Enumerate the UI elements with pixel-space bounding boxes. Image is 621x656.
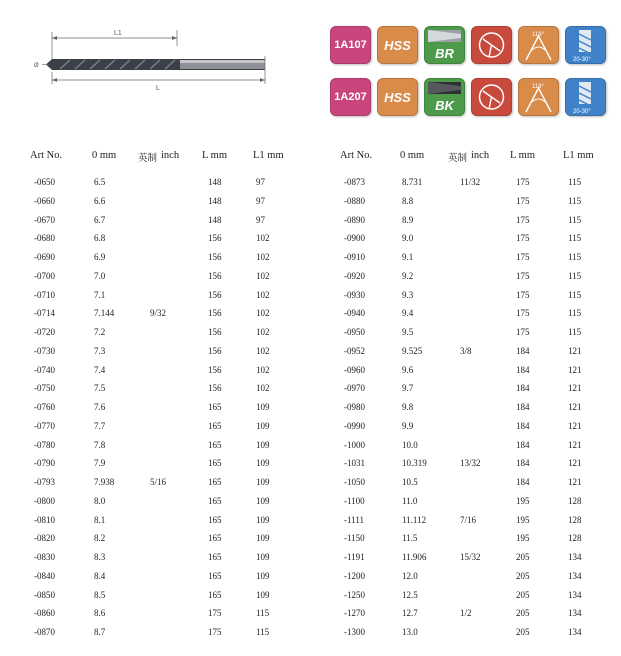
cell-diameter: 8.0 [94, 495, 106, 506]
cell-diameter: 9.5 [402, 327, 414, 337]
cell-l1: 97 [256, 214, 265, 225]
cell-l: 156 [208, 233, 222, 244]
cell-inch: 13/32 [460, 458, 481, 469]
cell-l: 175 [516, 327, 530, 337]
cell-art-no: -0780 [34, 439, 55, 450]
cell-l: 165 [208, 477, 222, 487]
point-angle-label: 118° [532, 32, 544, 38]
point-geometry-icon [471, 26, 512, 64]
cell-diameter: 6.8 [94, 233, 106, 244]
cell-l: 156 [208, 383, 222, 394]
grade-badge-1: 1A107 [330, 26, 371, 64]
cell-l1: 102 [256, 364, 270, 375]
cell-art-no: -0720 [34, 327, 55, 337]
cell-diameter: 11.906 [402, 552, 427, 562]
point-angle-badge-2 [518, 78, 559, 116]
cell-art-no: -0660 [34, 195, 55, 206]
cell-l: 156 [208, 327, 222, 337]
header-l: L mm [510, 150, 535, 161]
cell-l1: 115 [256, 608, 270, 619]
cell-art-no: -0873 [344, 177, 365, 187]
cell-diameter: 9.0 [402, 233, 414, 244]
cell-art-no: -1111 [344, 514, 364, 525]
header-l1: L1 mm [253, 150, 284, 161]
header-diameter: 0 mm [400, 150, 425, 161]
cell-art-no: -0760 [34, 402, 55, 412]
cell-art-no: -0980 [344, 402, 365, 412]
cell-inch: 15/32 [460, 552, 481, 562]
cell-diameter: 13.0 [402, 627, 418, 637]
cell-l: 165 [208, 458, 222, 469]
cell-l: 195 [516, 495, 530, 506]
cell-art-no: -1300 [344, 627, 365, 637]
cell-l1: 115 [568, 214, 582, 225]
header-art-no: Art No. [30, 150, 63, 161]
point-geometry-badge-1 [471, 26, 512, 64]
cell-diameter: 9.7 [402, 383, 414, 394]
cell-inch: 9/32 [150, 308, 167, 319]
cell-diameter: 8.6 [94, 608, 106, 619]
cell-art-no: -0890 [344, 214, 365, 225]
cell-l: 205 [516, 589, 530, 600]
cell-l1: 109 [256, 552, 270, 562]
cell-l1: 102 [256, 270, 270, 281]
cell-l1: 102 [256, 345, 270, 356]
cell-diameter: 9.8 [402, 402, 414, 412]
cell-l1: 102 [256, 252, 270, 262]
svg-text:Ø: Ø [34, 63, 39, 69]
cell-l: 205 [516, 570, 530, 581]
cell-l1: 121 [568, 364, 582, 375]
cell-l: 195 [516, 533, 530, 544]
cell-l: 184 [516, 439, 530, 450]
cell-diameter: 11.112 [402, 514, 427, 525]
cell-art-no: -1031 [344, 458, 365, 469]
cell-art-no: -0730 [34, 345, 55, 356]
cell-art-no: -0690 [34, 252, 55, 262]
header-inch-zh: 英制 [448, 154, 468, 164]
cell-l1: 121 [568, 477, 582, 487]
grade-badge-2: 1A207 [330, 78, 371, 116]
cell-l1: 102 [256, 289, 270, 300]
cell-l1: 97 [256, 195, 265, 206]
cell-l1: 134 [568, 627, 582, 637]
cell-diameter: 9.3 [402, 289, 414, 300]
l1-dim-label: L1 [114, 30, 122, 37]
cell-diameter: 8.3 [94, 552, 106, 562]
helix-label: 20-30° [573, 57, 591, 63]
cell-diameter: 8.8 [402, 195, 414, 206]
cell-l: 165 [208, 552, 222, 562]
cell-art-no: -0680 [34, 233, 55, 244]
cell-inch: 11/32 [460, 177, 481, 187]
cell-l: 184 [516, 383, 530, 394]
cell-l1: 102 [256, 327, 270, 337]
cell-l1: 128 [568, 514, 582, 525]
cell-art-no: -0880 [344, 195, 365, 206]
point-angle-icon [518, 26, 559, 64]
cell-l: 184 [516, 477, 530, 487]
cell-l1: 115 [568, 327, 582, 337]
cell-art-no: -0740 [34, 364, 55, 375]
cell-l1: 102 [256, 233, 270, 244]
cell-l: 156 [208, 345, 222, 356]
cell-art-no: -1270 [344, 608, 365, 619]
cell-l1: 128 [568, 495, 582, 506]
cell-l1: 109 [256, 402, 270, 412]
cell-l1: 128 [568, 533, 582, 544]
cell-l1: 109 [256, 458, 270, 469]
cell-diameter: 7.0 [94, 270, 106, 281]
cell-art-no: -0770 [34, 420, 55, 431]
cell-l: 184 [516, 364, 530, 375]
cell-diameter: 7.2 [94, 327, 106, 337]
cell-l: 175 [516, 214, 530, 225]
cell-art-no: -1000 [344, 439, 365, 450]
header-art-no: Art No. [340, 150, 373, 161]
drill-diagram [30, 22, 280, 112]
black-finish-badge: BK [424, 78, 465, 116]
cell-inch: 3/8 [460, 345, 472, 356]
cell-l: 184 [516, 345, 530, 356]
cell-art-no: -0870 [34, 627, 55, 637]
cell-diameter: 9.4 [402, 308, 414, 319]
cell-diameter: 9.9 [402, 420, 414, 431]
cell-diameter: 8.9 [402, 214, 414, 225]
cell-l: 205 [516, 608, 530, 619]
cell-diameter: 12.0 [402, 570, 418, 581]
cell-l1: 115 [568, 308, 582, 319]
cell-art-no: -0840 [34, 570, 55, 581]
cell-art-no: -1250 [344, 589, 365, 600]
cell-art-no: -0670 [34, 214, 55, 225]
cell-art-no: -0990 [344, 420, 365, 431]
cell-diameter: 9.2 [402, 270, 414, 281]
cell-l1: 134 [568, 608, 582, 619]
cell-diameter: 6.7 [94, 214, 106, 225]
cell-l: 156 [208, 252, 222, 262]
cell-diameter: 11.5 [402, 533, 418, 544]
cell-l: 184 [516, 458, 530, 469]
cell-l: 165 [208, 495, 222, 506]
cell-art-no: -0650 [34, 177, 55, 187]
feature-icons [330, 26, 610, 118]
cell-diameter: 8.4 [94, 570, 106, 581]
cell-diameter: 6.6 [94, 195, 106, 206]
cell-l1: 109 [256, 420, 270, 431]
helix-icon [565, 26, 606, 64]
cell-l: 165 [208, 589, 222, 600]
cell-art-no: -0750 [34, 383, 55, 394]
cell-l: 148 [208, 195, 222, 206]
cell-diameter: 7.6 [94, 402, 106, 412]
cell-art-no: -0952 [344, 345, 365, 356]
cell-l: 184 [516, 402, 530, 412]
cell-art-no: -1150 [344, 533, 365, 544]
cell-diameter: 7.938 [94, 477, 115, 487]
cell-l1: 109 [256, 495, 270, 506]
cell-l1: 134 [568, 589, 582, 600]
cell-diameter: 7.9 [94, 458, 106, 469]
cell-l1: 109 [256, 477, 270, 487]
cell-l: 175 [516, 270, 530, 281]
cell-diameter: 7.7 [94, 420, 106, 431]
cell-inch: 5/16 [150, 477, 167, 487]
cell-l: 175 [516, 233, 530, 244]
cell-l: 156 [208, 270, 222, 281]
cell-diameter: 8.731 [402, 177, 423, 187]
header-l: L mm [202, 150, 227, 161]
cell-l1: 115 [568, 289, 582, 300]
cell-l1: 115 [568, 252, 582, 262]
header-diameter: 0 mm [92, 150, 117, 161]
point-geometry-badge-2 [471, 78, 512, 116]
cell-l: 165 [208, 514, 222, 525]
cell-l: 175 [208, 608, 222, 619]
cell-l1: 115 [568, 270, 582, 281]
cell-diameter: 7.5 [94, 383, 106, 394]
cell-l: 165 [208, 420, 222, 431]
cell-l1: 121 [568, 420, 582, 431]
drill-drawing [30, 22, 280, 112]
cell-art-no: -0850 [34, 589, 55, 600]
cell-l1: 109 [256, 514, 270, 525]
cell-l: 148 [208, 214, 222, 225]
cell-art-no: -0800 [34, 495, 55, 506]
point-angle-icon [518, 78, 559, 116]
cell-l1: 134 [568, 570, 582, 581]
cell-l1: 97 [256, 177, 265, 187]
point-angle-badge-1 [518, 26, 559, 64]
hss-badge-2: HSS [377, 78, 418, 116]
cell-art-no: -0960 [344, 364, 365, 375]
cell-l1: 109 [256, 533, 270, 544]
cell-diameter: 7.8 [94, 439, 106, 450]
cell-l: 175 [516, 308, 530, 319]
cell-art-no: -0830 [34, 552, 55, 562]
point-angle-label: 118° [532, 84, 544, 90]
cell-l: 195 [516, 514, 530, 525]
cell-l1: 121 [568, 402, 582, 412]
cell-l1: 115 [256, 627, 270, 637]
left-spec-table [30, 150, 310, 650]
bright-finish-badge: BR [424, 26, 465, 64]
cell-art-no: -0793 [34, 477, 55, 487]
cell-art-no: -0900 [344, 233, 365, 244]
cell-art-no: -0700 [34, 270, 55, 281]
cell-diameter: 9.525 [402, 345, 423, 356]
cell-l: 156 [208, 289, 222, 300]
cell-diameter: 8.2 [94, 533, 106, 544]
helix-icon [565, 78, 606, 116]
cell-l: 165 [208, 533, 222, 544]
cell-inch: 7/16 [460, 514, 477, 525]
cell-art-no: -1200 [344, 570, 365, 581]
cell-art-no: -1050 [344, 477, 365, 487]
cell-l1: 121 [568, 439, 582, 450]
cell-l1: 115 [568, 177, 582, 187]
cell-art-no: -0920 [344, 270, 365, 281]
cell-diameter: 12.7 [402, 608, 418, 619]
cell-diameter: 9.6 [402, 364, 414, 375]
hss-badge-1: HSS [377, 26, 418, 64]
cell-l: 148 [208, 177, 222, 187]
cell-diameter: 11.0 [402, 495, 418, 506]
cell-art-no: -0970 [344, 383, 365, 394]
cell-l1: 102 [256, 383, 270, 394]
cell-diameter: 10.5 [402, 477, 418, 487]
cell-diameter: 6.5 [94, 177, 106, 187]
helix-label: 20-30° [573, 109, 591, 115]
cell-art-no: -0940 [344, 308, 365, 319]
cell-art-no: -0710 [34, 289, 55, 300]
cell-inch: 1/2 [460, 608, 472, 619]
cell-l1: 121 [568, 458, 582, 469]
cell-l1: 109 [256, 570, 270, 581]
cell-l: 175 [516, 177, 530, 187]
cell-diameter: 7.1 [94, 289, 106, 300]
cell-l: 205 [516, 627, 530, 637]
cell-art-no: -0790 [34, 458, 55, 469]
cell-l: 165 [208, 570, 222, 581]
cell-art-no: -0820 [34, 533, 55, 544]
cell-l: 175 [208, 627, 222, 637]
cell-l1: 109 [256, 589, 270, 600]
cell-l1: 115 [568, 233, 582, 244]
cell-l: 175 [516, 289, 530, 300]
l-dim-label: L [156, 85, 160, 92]
cell-l: 175 [516, 195, 530, 206]
cell-art-no: -0910 [344, 252, 365, 262]
cell-art-no: -0860 [34, 608, 55, 619]
cell-art-no: -1100 [344, 495, 365, 506]
point-geometry-icon [471, 78, 512, 116]
cell-diameter: 12.5 [402, 589, 418, 600]
cell-l1: 102 [256, 308, 270, 319]
header-inch: inch [161, 150, 180, 161]
cell-diameter: 9.1 [402, 252, 414, 262]
cell-l: 156 [208, 308, 222, 319]
cell-l: 165 [208, 402, 222, 412]
cell-art-no: -0930 [344, 289, 365, 300]
cell-l: 165 [208, 439, 222, 450]
cell-l: 205 [516, 552, 530, 562]
right-spec-table [340, 150, 620, 650]
cell-art-no: -0714 [34, 308, 55, 319]
cell-diameter: 10.319 [402, 458, 427, 469]
header-inch-zh: 英制 [138, 154, 158, 164]
cell-diameter: 6.9 [94, 252, 106, 262]
cell-l1: 121 [568, 345, 582, 356]
cell-diameter: 8.5 [94, 589, 106, 600]
cell-diameter: 7.3 [94, 345, 106, 356]
helix-badge-1 [565, 26, 606, 64]
cell-diameter: 8.1 [94, 514, 106, 525]
cell-l1: 115 [568, 195, 582, 206]
cell-l1: 134 [568, 552, 582, 562]
cell-diameter: 8.7 [94, 627, 106, 637]
cell-art-no: -0950 [344, 327, 365, 337]
cell-diameter: 10.0 [402, 439, 418, 450]
cell-art-no: -1191 [344, 552, 365, 562]
helix-badge-2 [565, 78, 606, 116]
cell-l: 184 [516, 420, 530, 431]
header-l1: L1 mm [563, 150, 594, 161]
cell-l1: 109 [256, 439, 270, 450]
cell-art-no: -0810 [34, 514, 55, 525]
cell-l: 156 [208, 364, 222, 375]
cell-l1: 121 [568, 383, 582, 394]
header-inch: inch [471, 150, 490, 161]
cell-diameter: 7.4 [94, 364, 106, 375]
cell-diameter: 7.144 [94, 308, 115, 319]
cell-l: 175 [516, 252, 530, 262]
